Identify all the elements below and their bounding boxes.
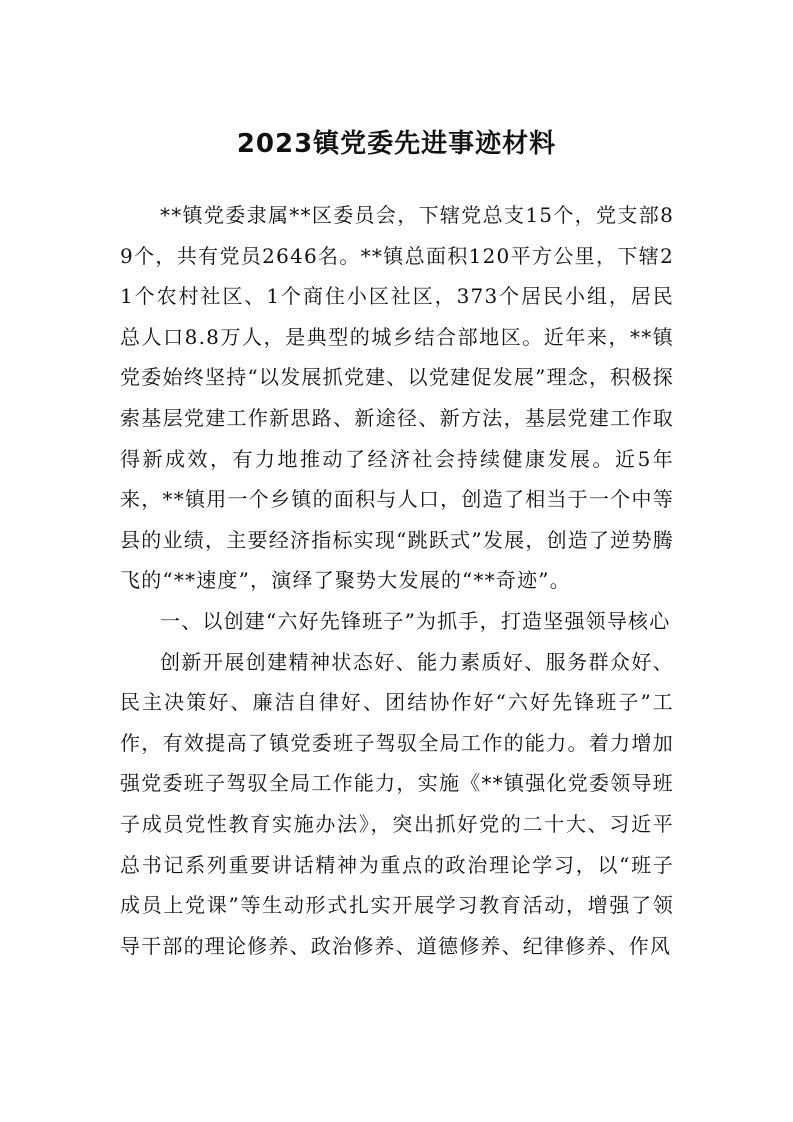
section-1-paragraph: 创新开展创建精神状态好、能力素质好、服务群众好、民主决策好、廉洁自律好、团结协作好“六好先锋班子”工作，有效提高了镇党委班子驾驭全局工作的能力。着力增加强党委班子驾驭全局工作能力，实施《**镇强化党委领导班子成员党性教育实施办法》，突出抓好党的二十大、习近平总书记系列重要讲话精神为重点的政治理论学习，以“班子成员上党课”等生动形式扎实开展学习教育活动，增强了领导干部的理论修养、政治修养、道德修养、纪律修养、作风 xyxy=(120,649,674,958)
intro-paragraph: **镇党委隶属**区委员会，下辖党总支15个，党支部89个，共有党员2646名。**镇总面积120平方公里，下辖21个农村社区、1个商住小区社区，373个居民小组，居民总人口8.8万人，是典型的城乡结合部地区。近年来，**镇党委始终坚持“以发展抓党建、以党建促发展”理念，积极探索基层党建工作新思路、新途径、新方法，基层党建工作取得新成效，有力地推动了经济社会持续健康发展。近5年来，**镇用一个乡镇的面积与人口，创造了相当于一个中等县的业绩，主要经济指标实现“跳跃式”发展，创造了逆势腾飞的“**速度”，演绎了聚势大发展的“**奇迹”。 xyxy=(120,203,674,593)
document-title: 2023镇党委先进事迹材料 xyxy=(236,129,557,159)
section-heading-1: 一、以创建“六好先锋班子”为抓手，打造坚强领导核心 xyxy=(160,608,671,633)
document-body xyxy=(120,195,674,966)
